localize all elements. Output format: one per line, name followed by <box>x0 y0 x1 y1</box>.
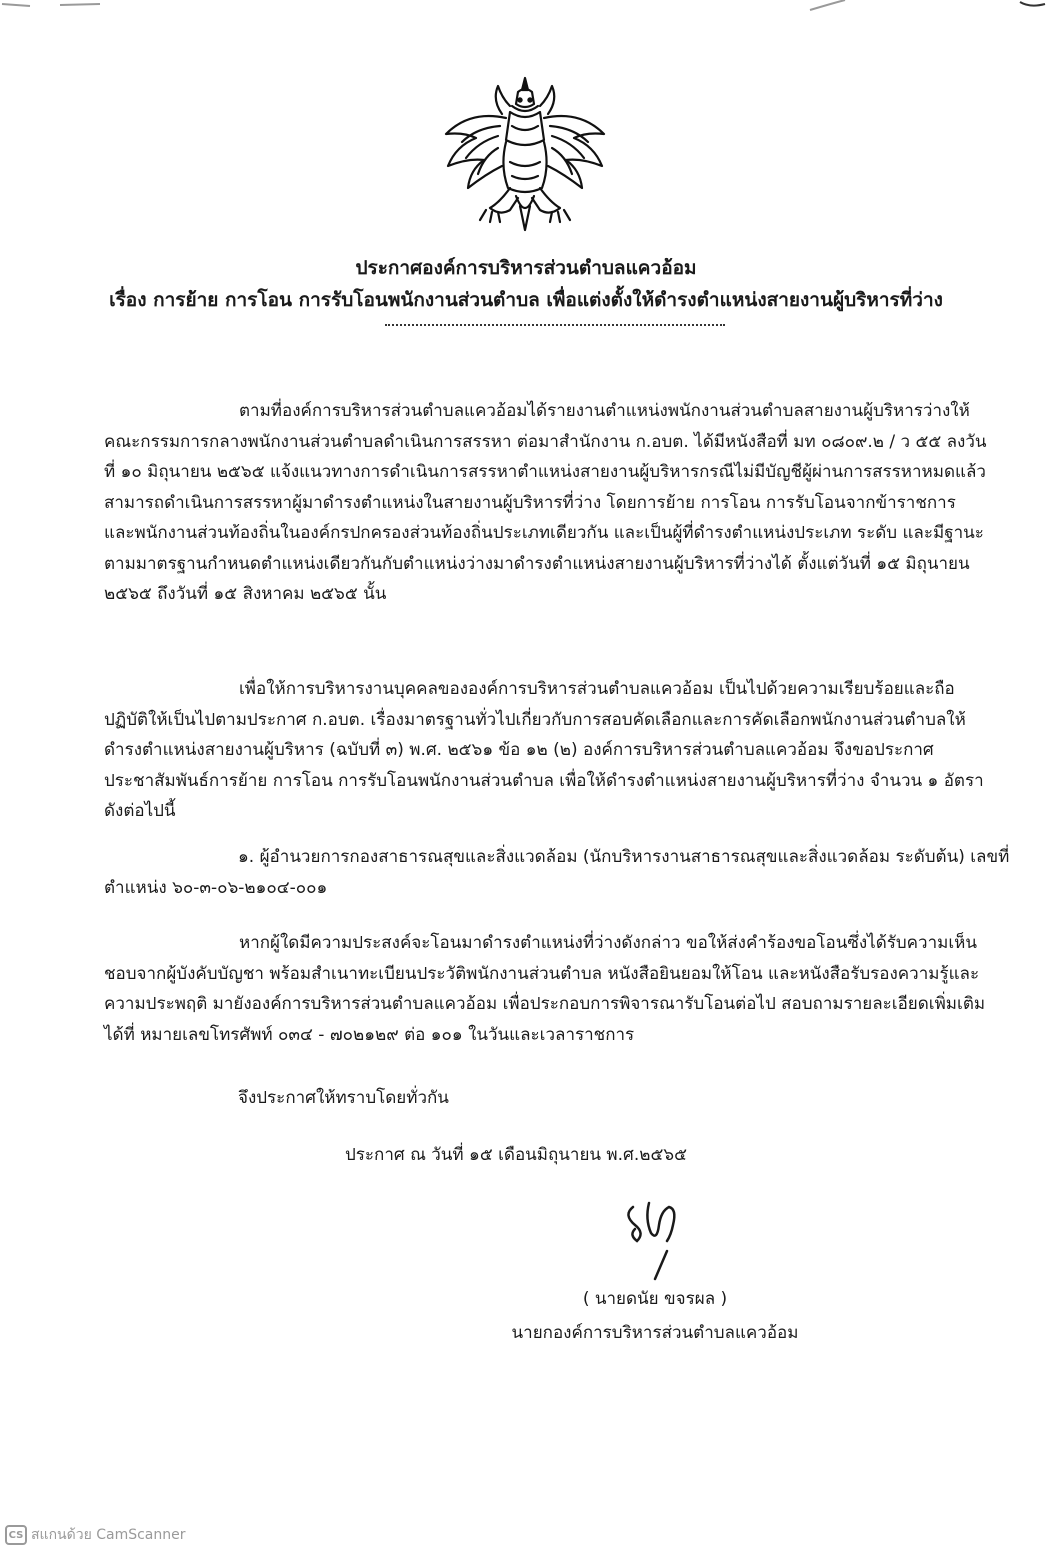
announcement-subject: เรื่อง การย้าย การโอน การรับโอนพนักงานส่วนตำบล เพื่อแต่งตั้งให้ดำรงตำแหน่งสายงานผู้บริหารที่ว่าง <box>109 289 943 311</box>
paragraph-3-text: หากผู้ใดมีความประสงค์จะโอนมาดำรงตำแหน่งที่ว่างดังกล่าว ขอให้ส่งคำร้องขอโอนซึ่งได้รับความเห็นชอบจากผู้บังคับบัญชา พร้อมสำเนาทะเบียนประวัติพนักงานส่วนตำบล หนังสือยินยอมให้โอน และหนังสือรับรองความรู้และความประพฤติ มายังองค์การบริหารส่วนตำบลแควอ้อม เพื่อประกอบการพิจารณารับโอนต่อไป สอบถามรายละเอียดเพิ่มเติมได้ที่ หมายเลขโทรศัพท์ ๐๓๔ - ๗๐๒๑๒๙ ต่อ ๑๐๑ ในวันและเวลาราชการ <box>104 933 986 1045</box>
paragraph-2-text: เพื่อให้การบริหารงานบุคคลขององค์การบริหารส่วนตำบลแควอ้อม เป็นไปด้วยความเรียบร้อยและถือปฏิบัติให้เป็นไปตามประกาศ ก.อบต. เรื่องมาตรฐานทั่วไปเกี่ยวกับการสอบคัดเลือกและการคัดเลือกพนักงานส่วนตำบลให้ดำรงตำแหน่งสายงานผู้บริหาร (ฉบับที่ ๓) พ.ศ. ๒๕๖๑ ข้อ ๑๒ (๒) องค์การบริหารส่วนตำบลแควอ้อม จึงขอประกาศประชาสัมพันธ์การย้าย การโอน การรับโอนพนักงานส่วนตำบล เพื่อให้ดำรงตำแหน่งสายงานผู้บริหารที่ว่าง จำนวน ๑ อัตรา ดังต่อไปนี้ <box>104 679 984 821</box>
paragraph-1 <box>104 396 988 610</box>
signatory-position: นายกองค์การบริหารส่วนตำบลแควอ้อม <box>511 1323 799 1343</box>
position-item-1-text: ๑. ผู้อำนวยการกองสาธารณสุขและสิ่งแวดล้อม (นักบริหารงานสาธารณสุขและสิ่งแวดล้อม ระดับต้น) เลขที่ตำแหน่ง ๖๐-๓-๐๖-๒๑๐๔-๐๐๑ <box>104 847 1010 898</box>
handwritten-signature <box>615 1185 695 1285</box>
camscanner-label: สแกนด้วย CamScanner <box>31 1527 186 1543</box>
closing-line: จึงประกาศให้ทราบโดยทั่วกัน <box>238 1088 449 1108</box>
camscanner-logo-icon: CS <box>5 1525 27 1545</box>
position-item-1 <box>104 842 1014 903</box>
signatory-name: ( นายดนัย ขจรผล ) <box>582 1289 728 1309</box>
paragraph-2 <box>104 674 988 827</box>
scan-edge-marks <box>0 0 1052 14</box>
title-divider <box>385 324 725 326</box>
paragraph-3 <box>104 928 988 1050</box>
paragraph-1-text: ตามที่องค์การบริหารส่วนตำบลแควอ้อมได้รายงานตำแหน่งพนักงานส่วนตำบลสายงานผู้บริหารว่างให้คณะกรรมการกลางพนักงานส่วนตำบลดำเนินการสรรหา ต่อมาสำนักงาน ก.อบต. ได้มีหนังสือที่ มท ๐๘๐๙.๒ / ว ๕๕ ลงวันที่ ๑๐ มิถุนายน ๒๕๖๕ แจ้งแนวทางการดำเนินการสรรหาตำแหน่งสายงานผู้บริหารกรณีไม่มีบัญชีผู้ผ่านการสรรหาหมดแล้ว สามารถดำเนินการสรรหาผู้มาดำรงตำแหน่งในสายงานผู้บริหารที่ว่าง โดยการย้าย การโอน การรับโอนจากข้าราชการ และพนักงานส่วนท้องถิ่นในองค์กรปกครองส่วนท้องถิ่นประเภทเดียวกัน และเป็นผู้ที่ดำรงตำแหน่งประเภท ระดับ และมีฐานะตามมาตรฐานกำหนดตำแหน่งเดียวกันกับตำแหน่งว่างมาดำรงตำแหน่งสายงานผู้บริหารที่ว่างได้ ตั้งแต่วันที่ ๑๕ มิถุนายน ๒๕๖๕ ถึงวันที่ ๑๕ สิงหาคม ๒๕๖๕ นั้น <box>104 401 987 604</box>
announcement-title: ประกาศองค์การบริหารส่วนตำบลแควอ้อม <box>355 257 697 279</box>
camscanner-watermark <box>5 1524 186 1546</box>
garuda-emblem-icon <box>440 70 610 240</box>
announcement-date: ประกาศ ณ วันที่ ๑๕ เดือนมิถุนายน พ.ศ.๒๕๖๕ <box>345 1145 687 1165</box>
